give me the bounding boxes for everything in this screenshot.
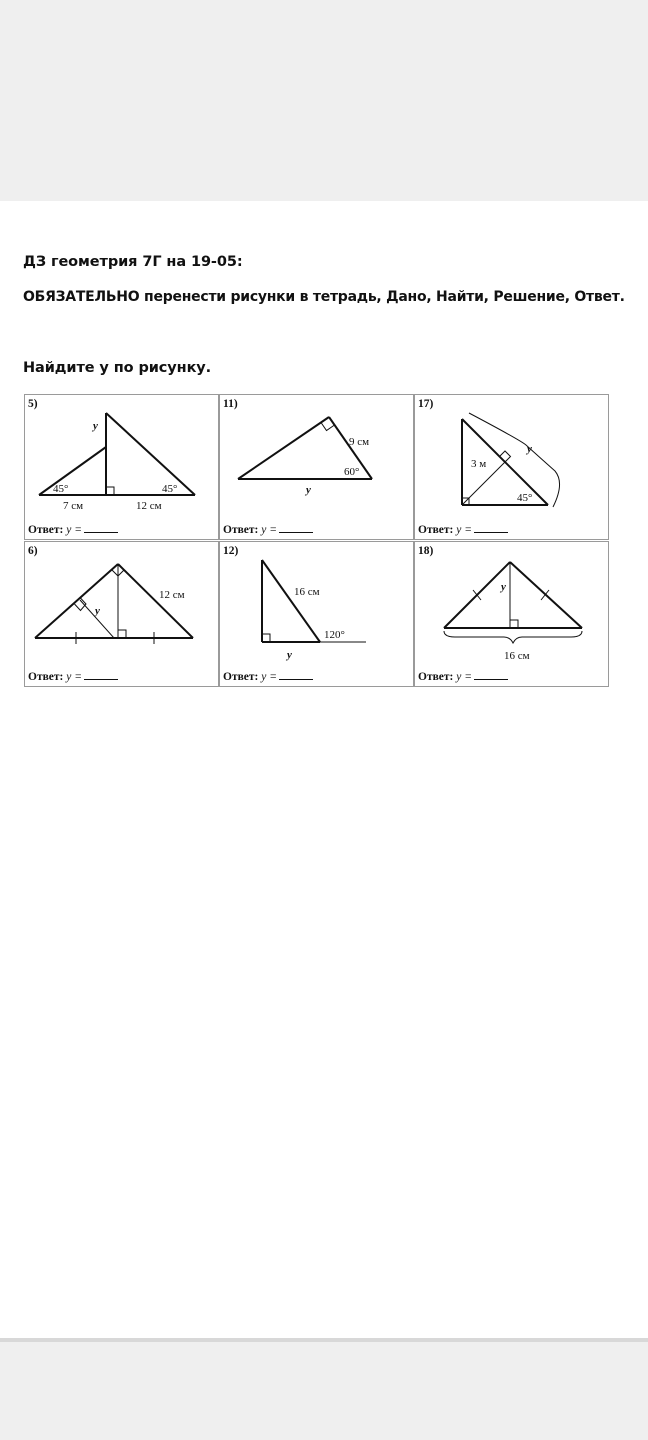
problem-number: 5) xyxy=(28,398,38,410)
answer-line xyxy=(418,671,508,683)
answer-label: Ответ: xyxy=(418,524,454,536)
problem-number: 17) xyxy=(418,398,434,410)
answer-label: Ответ: xyxy=(418,671,454,683)
problem-cell xyxy=(414,394,609,540)
problem-cell xyxy=(219,394,414,540)
answer-var: y = xyxy=(456,524,473,536)
label-y: y xyxy=(527,443,532,455)
segment-label: 7 см xyxy=(63,500,84,512)
side-label: 16 см xyxy=(504,650,530,662)
answer-var: y = xyxy=(261,671,278,683)
problems-table xyxy=(24,394,609,688)
triangle-figure xyxy=(415,542,609,687)
homework-title: ДЗ геометрия 7Г на 19-05: xyxy=(23,254,243,270)
problem-number: 6) xyxy=(28,545,38,557)
answer-var: y = xyxy=(66,671,83,683)
side-label: 9 см xyxy=(349,436,370,448)
answer-var: y = xyxy=(66,524,83,536)
label-y: y xyxy=(501,581,506,593)
triangle-figure xyxy=(25,542,219,687)
answer-line xyxy=(28,524,118,536)
problem-cell xyxy=(24,541,219,687)
answer-label: Ответ: xyxy=(223,524,259,536)
angle-label: 45° xyxy=(53,483,69,495)
angle-label: 45° xyxy=(517,492,533,504)
triangle-figure xyxy=(220,395,414,540)
answer-var: y = xyxy=(261,524,278,536)
answer-line xyxy=(223,524,313,536)
problem-cell xyxy=(414,541,609,687)
problem-number: 18) xyxy=(418,545,434,557)
angle-label: 120° xyxy=(324,629,345,641)
answer-line xyxy=(418,524,508,536)
label-y: y xyxy=(95,605,100,617)
label-y: y xyxy=(306,484,311,496)
angle-label: 45° xyxy=(162,483,178,495)
problem-cell xyxy=(219,541,414,687)
triangle-figure xyxy=(25,395,219,540)
answer-line xyxy=(223,671,313,683)
segment-label: 12 см xyxy=(136,500,162,512)
answer-var: y = xyxy=(456,671,473,683)
side-label: 3 м xyxy=(471,458,487,470)
document-page xyxy=(0,201,648,1342)
problem-cell xyxy=(24,394,219,540)
answer-label: Ответ: xyxy=(28,671,64,683)
task-text: Найдите y по рисунку. xyxy=(23,360,212,376)
angle-label: 60° xyxy=(344,466,360,478)
triangle-figure xyxy=(220,542,414,687)
problem-number: 12) xyxy=(223,545,239,557)
answer-label: Ответ: xyxy=(28,524,64,536)
answer-line xyxy=(28,671,118,683)
side-label: 16 см xyxy=(294,586,320,598)
label-y: y xyxy=(93,420,98,432)
triangle-figure xyxy=(415,395,609,540)
side-label: 12 см xyxy=(159,589,185,601)
requirement-text: ОБЯЗАТЕЛЬНО перенести рисунки в тетрадь, Дано, Найти, Решение, Ответ. xyxy=(23,289,625,305)
problem-number: 11) xyxy=(223,398,238,410)
answer-label: Ответ: xyxy=(223,671,259,683)
label-y: y xyxy=(287,649,292,661)
